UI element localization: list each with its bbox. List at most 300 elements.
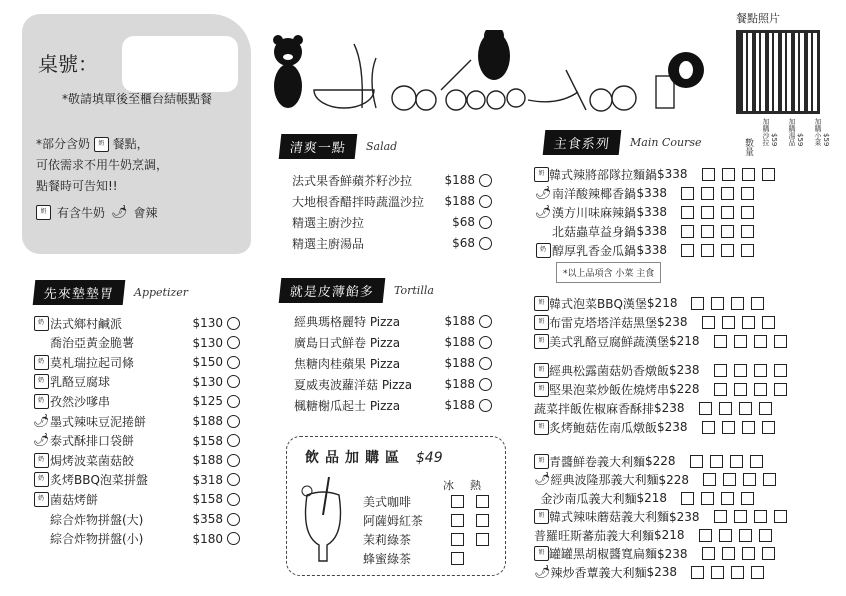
item-name: 大地根香醋拌時蔬溫沙拉 bbox=[292, 194, 425, 209]
soup-box[interactable] bbox=[742, 547, 755, 560]
item-name: 炙烤BBQ泡菜拼盤 bbox=[50, 473, 148, 488]
item-price: $188 bbox=[444, 377, 475, 391]
side-box[interactable] bbox=[759, 529, 772, 542]
ice-box[interactable] bbox=[451, 514, 464, 527]
soup-box[interactable] bbox=[731, 297, 744, 310]
milk-icon: 奶 bbox=[534, 420, 549, 435]
salad-en-title: Salad bbox=[366, 140, 398, 153]
item-name: 漢方川味麻辣鍋 bbox=[552, 205, 637, 220]
qty-box[interactable] bbox=[702, 168, 715, 181]
salad-box[interactable] bbox=[701, 225, 714, 238]
chili-icon: 🌶 bbox=[534, 185, 552, 201]
order-circle[interactable] bbox=[227, 493, 240, 506]
menu-item[interactable] bbox=[534, 398, 754, 418]
col-soup-group bbox=[788, 118, 804, 156]
qty-box[interactable] bbox=[691, 566, 704, 579]
item-icon bbox=[32, 453, 50, 468]
item-price: $188 bbox=[444, 314, 475, 328]
item-price: $318 bbox=[192, 472, 223, 487]
item-price: $218 bbox=[646, 296, 678, 310]
menu-item[interactable] bbox=[32, 529, 240, 549]
menu-item[interactable] bbox=[534, 164, 754, 184]
item-price: $130 bbox=[192, 316, 223, 330]
qty-box[interactable] bbox=[699, 529, 712, 542]
item-price: $180 bbox=[192, 531, 223, 546]
order-boxes bbox=[714, 510, 787, 523]
order-circle[interactable] bbox=[227, 454, 240, 467]
milk-icon: 奶 bbox=[534, 334, 549, 349]
milk-icon: 奶 bbox=[536, 243, 551, 258]
menu-item[interactable] bbox=[534, 360, 754, 380]
salad-box[interactable] bbox=[722, 547, 735, 560]
milk-icon: 奶 bbox=[34, 316, 49, 331]
order-circle[interactable] bbox=[479, 336, 492, 349]
appetizer-header bbox=[34, 280, 188, 305]
chili-icon: 🌶 bbox=[32, 413, 50, 429]
item-name: 韓式辣味蘑菇義大利麵 bbox=[549, 510, 670, 524]
item-name: 北菇蟲草益身鍋 bbox=[552, 224, 637, 239]
drink-name: 阿薩姆紅茶 bbox=[363, 513, 424, 528]
side-box[interactable] bbox=[762, 316, 775, 329]
menu-item[interactable] bbox=[534, 470, 754, 490]
salad-box[interactable] bbox=[734, 510, 747, 523]
order-circle[interactable] bbox=[479, 195, 492, 208]
milk-info-line-1: *部分含奶 bbox=[36, 137, 91, 151]
item-icon bbox=[534, 454, 549, 469]
side-box[interactable] bbox=[741, 206, 754, 219]
drinks-box bbox=[286, 436, 506, 576]
order-circle[interactable] bbox=[227, 356, 240, 369]
hot-box[interactable] bbox=[476, 514, 489, 527]
item-price: $188 bbox=[192, 453, 223, 468]
order-boxes bbox=[714, 335, 787, 348]
item-price: $238 bbox=[657, 315, 688, 329]
item-name: 焗烤波菜菌菇餃 bbox=[50, 453, 135, 468]
qty-box[interactable] bbox=[691, 297, 704, 310]
menu-item[interactable] bbox=[292, 233, 492, 253]
salad-box[interactable] bbox=[734, 383, 747, 396]
order-boxes bbox=[702, 421, 775, 434]
main-en-title: Main Course bbox=[630, 136, 702, 149]
table-number-input[interactable] bbox=[122, 36, 238, 92]
legend-milk-label: 有含牛奶 bbox=[57, 206, 106, 220]
bear-right-illustration bbox=[478, 30, 510, 80]
order-boxes bbox=[690, 455, 763, 468]
qr-code[interactable] bbox=[736, 30, 820, 114]
item-price: $218 bbox=[636, 491, 667, 505]
item-name: 法式鄉村鹹派 bbox=[50, 316, 123, 331]
item-price: $238 bbox=[669, 509, 700, 524]
item-name: 辣炒香蕈義大利麵 bbox=[550, 565, 647, 580]
item-price: $68 bbox=[452, 215, 475, 229]
qty-box[interactable] bbox=[702, 547, 715, 560]
order-circle[interactable] bbox=[227, 395, 240, 408]
item-price: $125 bbox=[192, 394, 223, 409]
item-price: $338 bbox=[636, 224, 667, 238]
side-box[interactable] bbox=[774, 364, 787, 377]
side-box[interactable] bbox=[774, 335, 787, 348]
item-price: $68 bbox=[452, 236, 475, 250]
menu-item[interactable] bbox=[292, 191, 492, 211]
salad-box[interactable] bbox=[701, 206, 714, 219]
order-circle[interactable] bbox=[479, 216, 492, 229]
qty-box[interactable] bbox=[714, 364, 727, 377]
drink-name: 蜂蜜綠茶 bbox=[363, 551, 412, 566]
qty-box[interactable] bbox=[703, 473, 716, 486]
soup-box[interactable] bbox=[739, 402, 752, 415]
order-circle[interactable] bbox=[227, 532, 240, 545]
tortilla-header bbox=[280, 278, 434, 303]
item-price: $188 bbox=[444, 173, 475, 187]
item-name: 罐罐黑胡椒醬寬扁麵 bbox=[549, 547, 658, 561]
menu-item[interactable] bbox=[534, 544, 754, 564]
menu-item[interactable] bbox=[534, 451, 754, 471]
menu-item[interactable] bbox=[534, 379, 754, 399]
side-box[interactable] bbox=[741, 244, 754, 257]
menu-item[interactable] bbox=[534, 312, 754, 332]
order-boxes bbox=[681, 206, 754, 219]
item-price: $238 bbox=[654, 401, 685, 415]
milk-icon: 奶 bbox=[94, 137, 109, 152]
item-icon bbox=[32, 472, 50, 487]
order-circle[interactable] bbox=[479, 237, 492, 250]
drink-name: 美式咖啡 bbox=[363, 494, 412, 509]
drink-name: 茉莉綠茶 bbox=[363, 532, 412, 547]
milk-icon: 奶 bbox=[534, 509, 549, 524]
item-price: $228 bbox=[669, 382, 700, 396]
side-box[interactable] bbox=[762, 547, 775, 560]
item-icon bbox=[534, 243, 552, 258]
side-box[interactable] bbox=[759, 402, 772, 415]
item-icon bbox=[32, 414, 50, 429]
menu-item[interactable] bbox=[276, 395, 492, 415]
order-circle[interactable] bbox=[227, 375, 240, 388]
menu-item[interactable] bbox=[32, 470, 240, 490]
qty-box[interactable] bbox=[714, 383, 727, 396]
side-box[interactable] bbox=[741, 225, 754, 238]
item-price: $338 bbox=[657, 167, 688, 181]
milk-icon: 奶 bbox=[534, 363, 549, 378]
soup-box[interactable] bbox=[721, 225, 734, 238]
menu-item[interactable] bbox=[32, 489, 240, 509]
salad-title: 清爽一點 bbox=[279, 134, 358, 159]
side-box[interactable] bbox=[762, 168, 775, 181]
side-box[interactable] bbox=[774, 510, 787, 523]
item-name: 韓式泡菜BBQ漢堡 bbox=[549, 296, 647, 311]
menu-item[interactable] bbox=[32, 313, 240, 333]
side-box[interactable] bbox=[763, 473, 776, 486]
order-boxes bbox=[681, 492, 754, 505]
item-icon bbox=[534, 472, 551, 487]
soup-box[interactable] bbox=[754, 383, 767, 396]
item-icon bbox=[32, 374, 50, 389]
menu-item[interactable] bbox=[32, 411, 240, 431]
soup-box[interactable] bbox=[721, 492, 734, 505]
col-side-price: $59 bbox=[822, 132, 830, 146]
soup-box[interactable] bbox=[754, 510, 767, 523]
soup-box[interactable] bbox=[731, 566, 744, 579]
ice-box[interactable] bbox=[451, 552, 464, 565]
qr-label: 餐點照片 bbox=[736, 12, 780, 25]
order-circle[interactable] bbox=[227, 473, 240, 486]
item-price: $228 bbox=[658, 472, 690, 487]
col-soup-price: $59 bbox=[796, 132, 804, 146]
item-name: 經典波隆那義大利麵 bbox=[550, 473, 659, 487]
menu-item[interactable] bbox=[534, 507, 754, 527]
soup-box[interactable] bbox=[754, 364, 767, 377]
drink-item[interactable] bbox=[363, 529, 489, 549]
salad-box[interactable] bbox=[734, 364, 747, 377]
drink-item[interactable] bbox=[363, 491, 489, 511]
salad-box[interactable] bbox=[722, 316, 735, 329]
menu-item[interactable] bbox=[534, 488, 754, 508]
menu-item[interactable] bbox=[534, 562, 754, 582]
soup-box[interactable] bbox=[730, 455, 743, 468]
item-icon bbox=[32, 492, 50, 507]
salad-header bbox=[280, 134, 397, 159]
menu-item[interactable] bbox=[32, 352, 240, 372]
menu-item[interactable] bbox=[534, 221, 754, 241]
side-box[interactable] bbox=[751, 566, 764, 579]
qty-box[interactable] bbox=[681, 244, 694, 257]
menu-item[interactable] bbox=[32, 431, 240, 451]
col-qty: 數量 bbox=[743, 138, 753, 156]
order-circle[interactable] bbox=[479, 174, 492, 187]
item-icon bbox=[534, 363, 549, 378]
milk-icon: 奶 bbox=[34, 453, 49, 468]
menu-item[interactable] bbox=[534, 240, 754, 260]
qty-box[interactable] bbox=[690, 455, 703, 468]
side-box[interactable] bbox=[774, 383, 787, 396]
item-name: 楓糖榭瓜起士 Pizza bbox=[294, 398, 401, 413]
item-price: $130 bbox=[192, 374, 223, 389]
order-boxes bbox=[681, 187, 754, 200]
table-number-label: 桌號： bbox=[38, 52, 98, 76]
order-boxes bbox=[702, 547, 775, 560]
item-name: 精選主廚湯品 bbox=[292, 236, 365, 251]
salad-box[interactable] bbox=[722, 168, 735, 181]
item-icon bbox=[32, 316, 50, 331]
menu-item[interactable] bbox=[534, 525, 754, 545]
milk-icon: 奶 bbox=[36, 205, 51, 220]
order-boxes bbox=[681, 225, 754, 238]
milk-info-line-3: 點餐時可告知!! bbox=[36, 179, 118, 193]
salad-box[interactable] bbox=[701, 492, 714, 505]
milk-info-line-1b: 餐點， bbox=[112, 137, 149, 151]
item-price: $228 bbox=[645, 454, 676, 468]
order-boxes bbox=[699, 529, 772, 542]
qty-box[interactable] bbox=[681, 492, 694, 505]
item-icon bbox=[534, 186, 552, 201]
legend-spicy-label: 會辣 bbox=[133, 206, 158, 220]
item-name: 經典松露菌菇奶香燉飯 bbox=[549, 363, 670, 378]
order-circle[interactable] bbox=[227, 513, 240, 526]
col-side-group bbox=[814, 118, 830, 156]
item-name: 美式乳酪豆腐鮮蔬漢堡 bbox=[549, 334, 670, 349]
milk-icon: 奶 bbox=[534, 315, 549, 330]
salad-box[interactable] bbox=[719, 529, 732, 542]
item-name: 乳酪豆腐球 bbox=[50, 375, 111, 390]
item-name: 菌菇烤餅 bbox=[50, 492, 99, 507]
item-icon bbox=[534, 509, 549, 524]
qty-box[interactable] bbox=[714, 510, 727, 523]
drink-item[interactable] bbox=[363, 548, 489, 568]
item-icon bbox=[534, 296, 549, 311]
soup-box[interactable] bbox=[721, 187, 734, 200]
side-box[interactable] bbox=[750, 455, 763, 468]
qty-box[interactable] bbox=[702, 421, 715, 434]
salad-box[interactable] bbox=[723, 473, 736, 486]
menu-item[interactable] bbox=[534, 183, 754, 203]
soup-box[interactable] bbox=[742, 316, 755, 329]
col-salad-price: $59 bbox=[770, 132, 778, 146]
tortilla-title: 就是皮薄餡多 bbox=[279, 278, 386, 303]
side-box[interactable] bbox=[741, 492, 754, 505]
milk-icon: 奶 bbox=[34, 355, 49, 370]
menu-item[interactable] bbox=[32, 509, 240, 529]
menu-item[interactable] bbox=[534, 202, 754, 222]
order-circle[interactable] bbox=[227, 434, 240, 447]
main-col-headers bbox=[744, 118, 830, 156]
order-circle[interactable] bbox=[227, 336, 240, 349]
order-boxes bbox=[714, 383, 787, 396]
order-circle[interactable] bbox=[479, 315, 492, 328]
qty-box[interactable] bbox=[702, 316, 715, 329]
salad-box[interactable] bbox=[710, 455, 723, 468]
drinks-title-text: 飲品加購區 bbox=[305, 450, 405, 466]
item-name: 炙烤鮑菇佐南瓜燉飯 bbox=[549, 420, 658, 435]
ice-box[interactable] bbox=[451, 533, 464, 546]
menu-item[interactable] bbox=[534, 417, 754, 437]
menu-item[interactable] bbox=[32, 450, 240, 470]
item-price: $338 bbox=[636, 243, 667, 257]
ice-label: 冰 bbox=[443, 479, 454, 492]
item-price: $238 bbox=[669, 363, 700, 377]
menu-item[interactable] bbox=[32, 333, 240, 353]
item-price: $188 bbox=[444, 335, 475, 349]
main-header bbox=[544, 130, 701, 155]
salad-box[interactable] bbox=[734, 335, 747, 348]
qty-box[interactable] bbox=[714, 335, 727, 348]
item-name: 綜合炸物拼盤(大) bbox=[50, 512, 144, 527]
order-boxes bbox=[702, 168, 775, 181]
item-price: $238 bbox=[646, 565, 678, 579]
item-name: 夏威夷波蘿洋菇 Pizza bbox=[294, 377, 413, 392]
hot-box[interactable] bbox=[476, 495, 489, 508]
item-price: $158 bbox=[192, 492, 223, 507]
menu-item[interactable] bbox=[276, 353, 492, 373]
item-price: $238 bbox=[657, 546, 688, 561]
order-circle[interactable] bbox=[227, 317, 240, 330]
menu-item[interactable] bbox=[32, 372, 240, 392]
item-icon bbox=[534, 420, 549, 435]
salad-box[interactable] bbox=[719, 402, 732, 415]
milk-icon: 奶 bbox=[34, 492, 49, 507]
soup-box[interactable] bbox=[742, 168, 755, 181]
soup-box[interactable] bbox=[754, 335, 767, 348]
item-icon bbox=[534, 334, 549, 349]
milk-icon: 奶 bbox=[534, 454, 549, 469]
drink-glass-icon bbox=[293, 475, 353, 571]
menu-item[interactable] bbox=[534, 293, 754, 313]
chili-icon: 🌶 bbox=[534, 204, 552, 220]
salad-box[interactable] bbox=[711, 566, 724, 579]
qty-box[interactable] bbox=[681, 206, 694, 219]
item-name: 廣島日式鮮卷 Pizza bbox=[294, 335, 401, 350]
item-name: 南洋酸辣椰香鍋 bbox=[552, 186, 637, 201]
item-price: $218 bbox=[654, 528, 685, 542]
item-name: 喬治亞黃金脆薯 bbox=[50, 336, 135, 351]
main-note: *以上品項含 小菜 主食 bbox=[556, 262, 661, 283]
item-price: $188 bbox=[444, 194, 475, 208]
salad-box[interactable] bbox=[701, 244, 714, 257]
qty-box[interactable] bbox=[681, 187, 694, 200]
side-box[interactable] bbox=[762, 421, 775, 434]
item-price: $218 bbox=[669, 334, 700, 348]
soup-box[interactable] bbox=[721, 206, 734, 219]
menu-item[interactable] bbox=[292, 212, 492, 232]
item-price: $158 bbox=[192, 433, 223, 448]
appetizer-en-title: Appetizer bbox=[134, 286, 189, 299]
item-name: 泰式酥排口袋餅 bbox=[50, 434, 135, 449]
order-circle[interactable] bbox=[479, 399, 492, 412]
salad-box[interactable] bbox=[701, 187, 714, 200]
main-title: 主食系列 bbox=[543, 130, 622, 155]
menu-item[interactable] bbox=[276, 374, 492, 394]
menu-item[interactable] bbox=[32, 391, 240, 411]
item-price: $338 bbox=[636, 186, 667, 200]
salad-box[interactable] bbox=[711, 297, 724, 310]
menu-item[interactable] bbox=[276, 311, 492, 331]
order-boxes bbox=[703, 473, 776, 486]
item-price: $338 bbox=[636, 205, 667, 219]
item-icon bbox=[534, 546, 549, 561]
soup-box[interactable] bbox=[739, 529, 752, 542]
ice-box[interactable] bbox=[451, 495, 464, 508]
soup-box[interactable] bbox=[721, 244, 734, 257]
order-circle[interactable] bbox=[479, 378, 492, 391]
qty-box[interactable] bbox=[681, 225, 694, 238]
menu-item[interactable] bbox=[292, 170, 492, 190]
side-box[interactable] bbox=[741, 187, 754, 200]
salad-box[interactable] bbox=[722, 421, 735, 434]
item-name: 焦糖肉桂蘋果 Pizza bbox=[294, 356, 401, 371]
col-salad-group bbox=[762, 118, 778, 156]
drink-item[interactable] bbox=[363, 510, 489, 530]
item-name: 金沙南瓜義大利麵 bbox=[540, 491, 637, 506]
hot-box[interactable] bbox=[476, 533, 489, 546]
soup-box[interactable] bbox=[743, 473, 756, 486]
order-boxes bbox=[681, 244, 754, 257]
soup-box[interactable] bbox=[742, 421, 755, 434]
item-icon bbox=[534, 315, 549, 330]
milk-icon: 奶 bbox=[34, 472, 49, 487]
side-box[interactable] bbox=[751, 297, 764, 310]
order-circle[interactable] bbox=[479, 357, 492, 370]
item-name: 莫札瑞拉起司條 bbox=[50, 355, 135, 370]
order-circle[interactable] bbox=[227, 415, 240, 428]
menu-item[interactable] bbox=[276, 332, 492, 352]
item-icon bbox=[32, 394, 50, 409]
menu-item[interactable] bbox=[534, 331, 754, 351]
item-name: 精選主廚沙拉 bbox=[292, 215, 365, 230]
item-name: 堅果泡菜炒飯佐燒烤串 bbox=[549, 382, 670, 397]
item-icon bbox=[534, 205, 552, 220]
item-name: 綜合炸物拼盤(小) bbox=[50, 532, 144, 547]
item-name: 孜然沙嗲串 bbox=[50, 394, 111, 409]
order-boxes bbox=[699, 402, 772, 415]
qty-box[interactable] bbox=[699, 402, 712, 415]
